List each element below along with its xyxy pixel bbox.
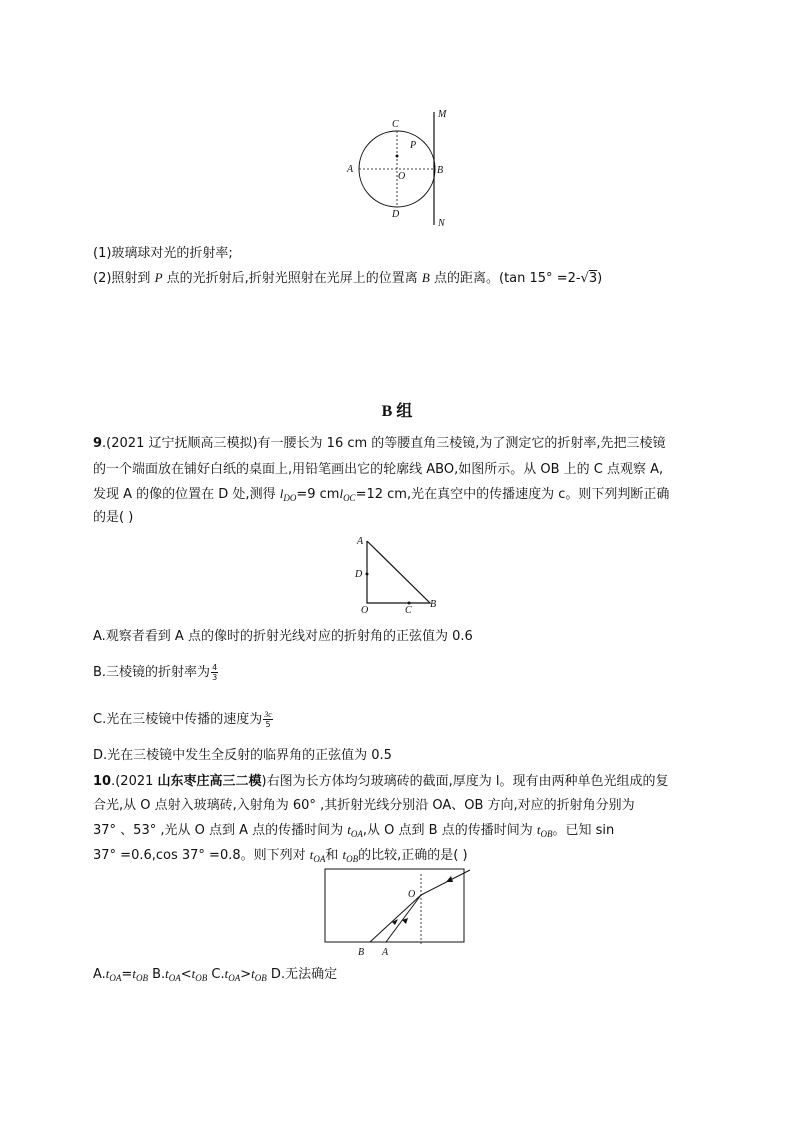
label-A: A (347, 164, 354, 175)
section-title: B 组 (381, 403, 413, 420)
fraction-3c-5: $\frac{3c}{5}$ (264, 710, 272, 729)
q8-part1: (1)玻璃球对光的折射率; (93, 246, 233, 261)
label-M: M (438, 109, 447, 120)
q10-line3: 37° 、53° ,光从 O 点到 A 点的传播时间为 $t_{OA}$,从 O 点到 B 点的传播时间为 $t_{OB}$。已知 sin (93, 822, 615, 839)
q9-option-d: D.光在三棱镜中发生全反射的临界角的正弦值为 0.5 (93, 748, 392, 763)
q10-line2: 合光,从 O 点射入玻璃砖,入射角为 60° ,其折射光线分别沿 OA、OB 方向,对应的折射角分别为 (93, 798, 635, 813)
q8-part2: (2)照射到 P 点的光折射后,折射光照射在光屏上的位置离 B 点的距离。(tan 15° =2-√3) (93, 270, 603, 286)
label-N: N (438, 218, 445, 229)
label-A: A (382, 947, 389, 958)
glass-brick-figure (320, 860, 480, 960)
label-D: D (355, 569, 363, 580)
fraction-4-3: $\frac{4}{3}$ (212, 663, 218, 682)
q9-option-a: A.观察者看到 A 点的像时的折射光线对应的折射角的正弦值为 0.6 (93, 629, 473, 644)
label-D: D (392, 209, 400, 220)
glass-sphere-figure (340, 100, 470, 235)
q9-option-c: C.光在三棱镜中传播的速度为 $\frac{3c}{5}$ (93, 710, 272, 729)
q10-option-d: D.无法确定 (266, 967, 338, 982)
label-P: P (410, 140, 417, 151)
incident-ray (421, 870, 470, 895)
point-D (366, 573, 369, 576)
q10-options (93, 964, 337, 988)
label-O: O (361, 605, 369, 616)
q9-line2: 的一个端面放在铺好白纸的桌面上,用铅笔画出它的轮廓线 ABO,如图所示。从 OB 上的 C 点观察 A, (93, 462, 664, 477)
q10-option-b: $B.t_{OA}<t_{OB}$ (147, 966, 208, 983)
q9-line3: 发现 A 的像的位置在 D 处,测得 $l_{DO}=9$ cml$_{OC}$=12 cm,光在真空中的传播速度为 c。则下列判断正确 (93, 486, 670, 503)
point-P (396, 155, 399, 158)
q9-line1: 9.(2021 辽宁抚顺高三模拟)有一腰长为 16 cm 的等腰直角三棱镜,为了测定它的折射率,先把三棱镜 (93, 436, 666, 451)
label-B: B (437, 165, 444, 176)
ray-OB (370, 895, 421, 942)
q10-line1: 10.(2021 山东枣庄高三二模)右图为长方体均匀玻璃砖的截面,厚度为 l。现有由两种单色光组成的复 (93, 774, 669, 789)
label-O: O (408, 889, 416, 900)
prism-figure (350, 532, 450, 617)
q10-option-c: $C.t_{OA}>t_{OB}$ (207, 966, 267, 983)
prism-outline (367, 541, 430, 603)
q10-option-a: $A.t_{OA}=t_{OB}$ (93, 966, 148, 983)
q9-option-b: B.三棱镜的折射率为 $\frac{4}{3}$ (93, 663, 218, 682)
label-O: O (398, 171, 406, 182)
incident-arrow (446, 876, 453, 882)
label-C: C (405, 605, 412, 616)
ray-OA (386, 895, 421, 942)
label-A: A (357, 536, 364, 547)
label-B: B (430, 599, 437, 610)
q9-line4: 的是( ) (93, 510, 134, 525)
label-B: B (358, 947, 365, 958)
q10-line4: 37° =0.6,cos 37° =0.8。则下列对 $t_{OA}$和 $t_{OB}$的比较,正确的是( ) (93, 847, 468, 864)
label-C: C (392, 119, 399, 130)
arrow-OB (392, 919, 398, 925)
